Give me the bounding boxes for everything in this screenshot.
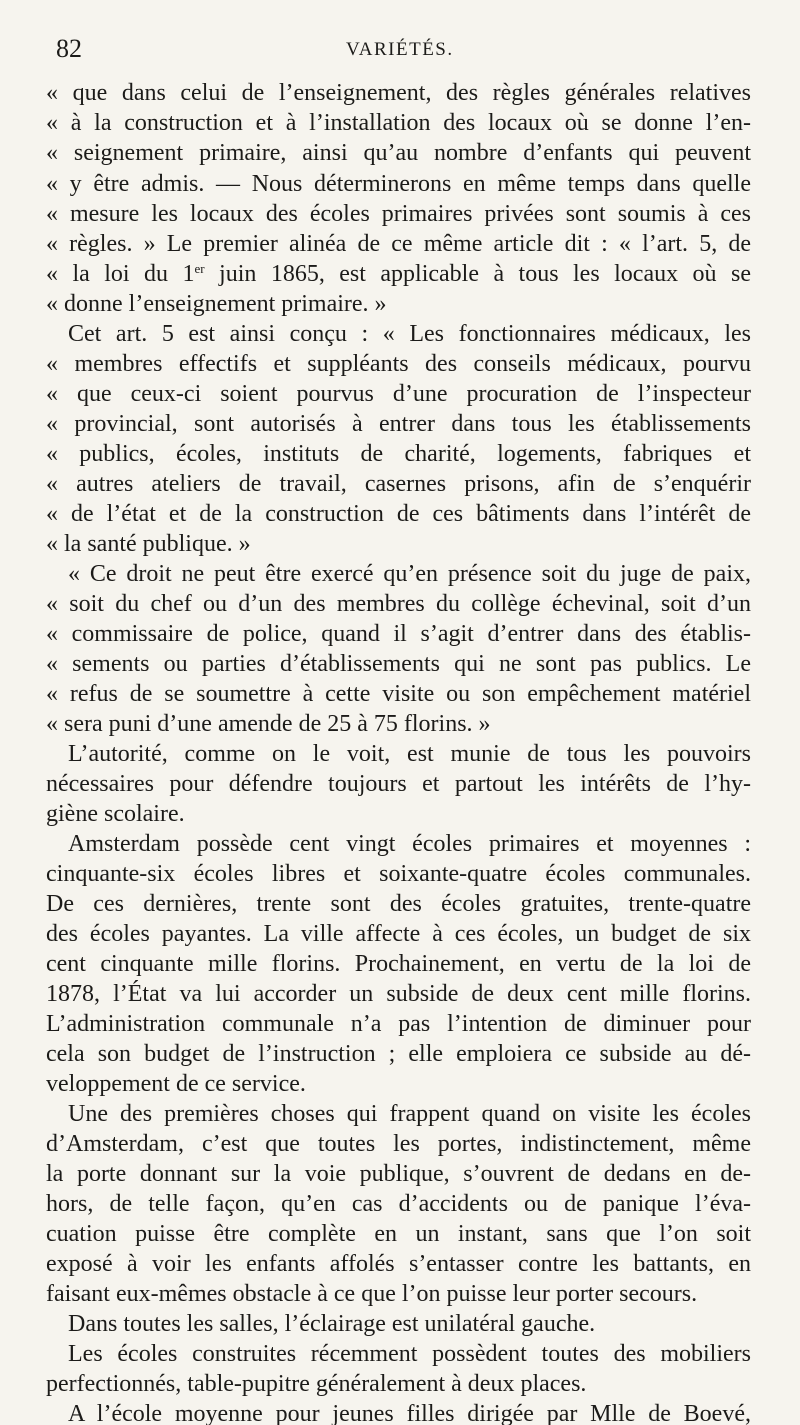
text-line: veloppement de ce service. bbox=[46, 1071, 306, 1097]
text-fragment: juin 1865, est applicable à tous les locaux où se bbox=[204, 261, 751, 287]
text-line: « publics, écoles, instituts de charité, logements, fabriques et bbox=[46, 441, 751, 467]
text-line: « sera puni d’une amende de 25 à 75 florins. » bbox=[46, 711, 491, 737]
text-line: Une des premières choses qui frappent quand on visite les écoles bbox=[68, 1101, 751, 1127]
text-line: hors, de telle façon, qu’en cas d’accidents ou de panique l’éva- bbox=[46, 1191, 751, 1217]
text-line: « y être admis. — Nous déterminerons en même temps dans quelle bbox=[46, 171, 751, 197]
text-line: Amsterdam possède cent vingt écoles primaires et moyennes : bbox=[68, 831, 751, 857]
text-line: « provincial, sont autorisés à entrer dans tous les établissements bbox=[46, 411, 751, 437]
text-line: cuation puisse être complète en un instant, sans que l’on soit bbox=[46, 1221, 751, 1247]
text-line: L’autorité, comme on le voit, est munie de tous les pouvoirs bbox=[68, 741, 751, 767]
text-line: « que ceux-ci soient pourvus d’une procuration de l’inspecteur bbox=[46, 381, 751, 407]
text-line: « autres ateliers de travail, casernes prisons, afin de s’enquérir bbox=[46, 471, 751, 497]
text-line: cent cinquante mille florins. Prochainement, en vertu de la loi de bbox=[46, 951, 751, 977]
text-line: d’Amsterdam, c’est que toutes les portes, indistinctement, même bbox=[46, 1131, 751, 1157]
text-line: « Ce droit ne peut être exercé qu’en présence soit du juge de paix, bbox=[68, 561, 751, 587]
text-line: cinquante-six écoles libres et soixante-quatre écoles communales. bbox=[46, 861, 751, 887]
text-line: « règles. » Le premier alinéa de ce même article dit : « l’art. 5, de bbox=[46, 231, 751, 257]
text-line bbox=[46, 259, 751, 289]
text-line: cela son budget de l’instruction ; elle emploiera ce subside au dé- bbox=[46, 1041, 751, 1067]
text-line: « soit du chef ou d’un des membres du collège échevinal, soit d’un bbox=[46, 591, 751, 617]
text-line: « que dans celui de l’enseignement, des règles générales relatives bbox=[46, 80, 751, 106]
text-line: « donne l’enseignement primaire. » bbox=[46, 291, 387, 317]
text-line: L’administration communale n’a pas l’intention de diminuer pour bbox=[46, 1011, 751, 1037]
page-header bbox=[46, 32, 751, 66]
text-line: Les écoles construites récemment possèdent toutes des mobiliers bbox=[68, 1341, 751, 1367]
text-line: exposé à voir les enfants affolés s’entasser contre les battants, en bbox=[46, 1251, 751, 1277]
text-line: « de l’état et de la construction de ces bâtiments dans l’intérêt de bbox=[46, 501, 751, 527]
running-head: VARIÉTÉS. bbox=[346, 39, 454, 60]
page-number: 82 bbox=[56, 34, 82, 63]
text-line: des écoles payantes. La ville affecte à ces écoles, un budget de six bbox=[46, 921, 751, 947]
text-line: « commissaire de police, quand il s’agit d’entrer dans des établis- bbox=[46, 621, 751, 647]
text-line: « à la construction et à l’installation des locaux où se donne l’en- bbox=[46, 110, 751, 136]
text-fragment: « la loi du 1 bbox=[46, 261, 195, 287]
text-line: A l’école moyenne pour jeunes filles dirigée par Mlle de Boevé, bbox=[68, 1401, 751, 1425]
text-line: faisant eux-mêmes obstacle à ce que l’on puisse leur porter secours. bbox=[46, 1281, 698, 1307]
text-line: 1878, l’État va lui accorder un subside de deux cent mille florins. bbox=[46, 981, 751, 1007]
text-line: la porte donnant sur la voie publique, s’ouvrent de dedans en de- bbox=[46, 1161, 751, 1187]
superscript: er bbox=[194, 261, 205, 276]
text-line: Cet art. 5 est ainsi conçu : « Les fonctionnaires médicaux, les bbox=[68, 321, 751, 347]
text-line: « la santé publique. » bbox=[46, 531, 251, 557]
text-line: giène scolaire. bbox=[46, 801, 185, 827]
text-line: « membres effectifs et suppléants des conseils médicaux, pourvu bbox=[46, 351, 751, 377]
text-line: « sements ou parties d’établissements qui ne sont pas publics. Le bbox=[46, 651, 751, 677]
text-line: De ces dernières, trente sont des écoles gratuites, trente-quatre bbox=[46, 891, 751, 917]
text-line: perfectionnés, table-pupitre généralement à deux places. bbox=[46, 1371, 587, 1397]
text-line: Dans toutes les salles, l’éclairage est unilatéral gauche. bbox=[68, 1311, 596, 1337]
text-line: nécessaires pour défendre toujours et partout les intérêts de l’hy- bbox=[46, 771, 751, 797]
text-line: « seignement primaire, ainsi qu’au nombre d’enfants qui peuvent bbox=[46, 140, 751, 166]
text-line: « refus de se soumettre à cette visite ou son empêchement matériel bbox=[46, 681, 751, 707]
text-line: « mesure les locaux des écoles primaires privées sont soumis à ces bbox=[46, 201, 751, 227]
